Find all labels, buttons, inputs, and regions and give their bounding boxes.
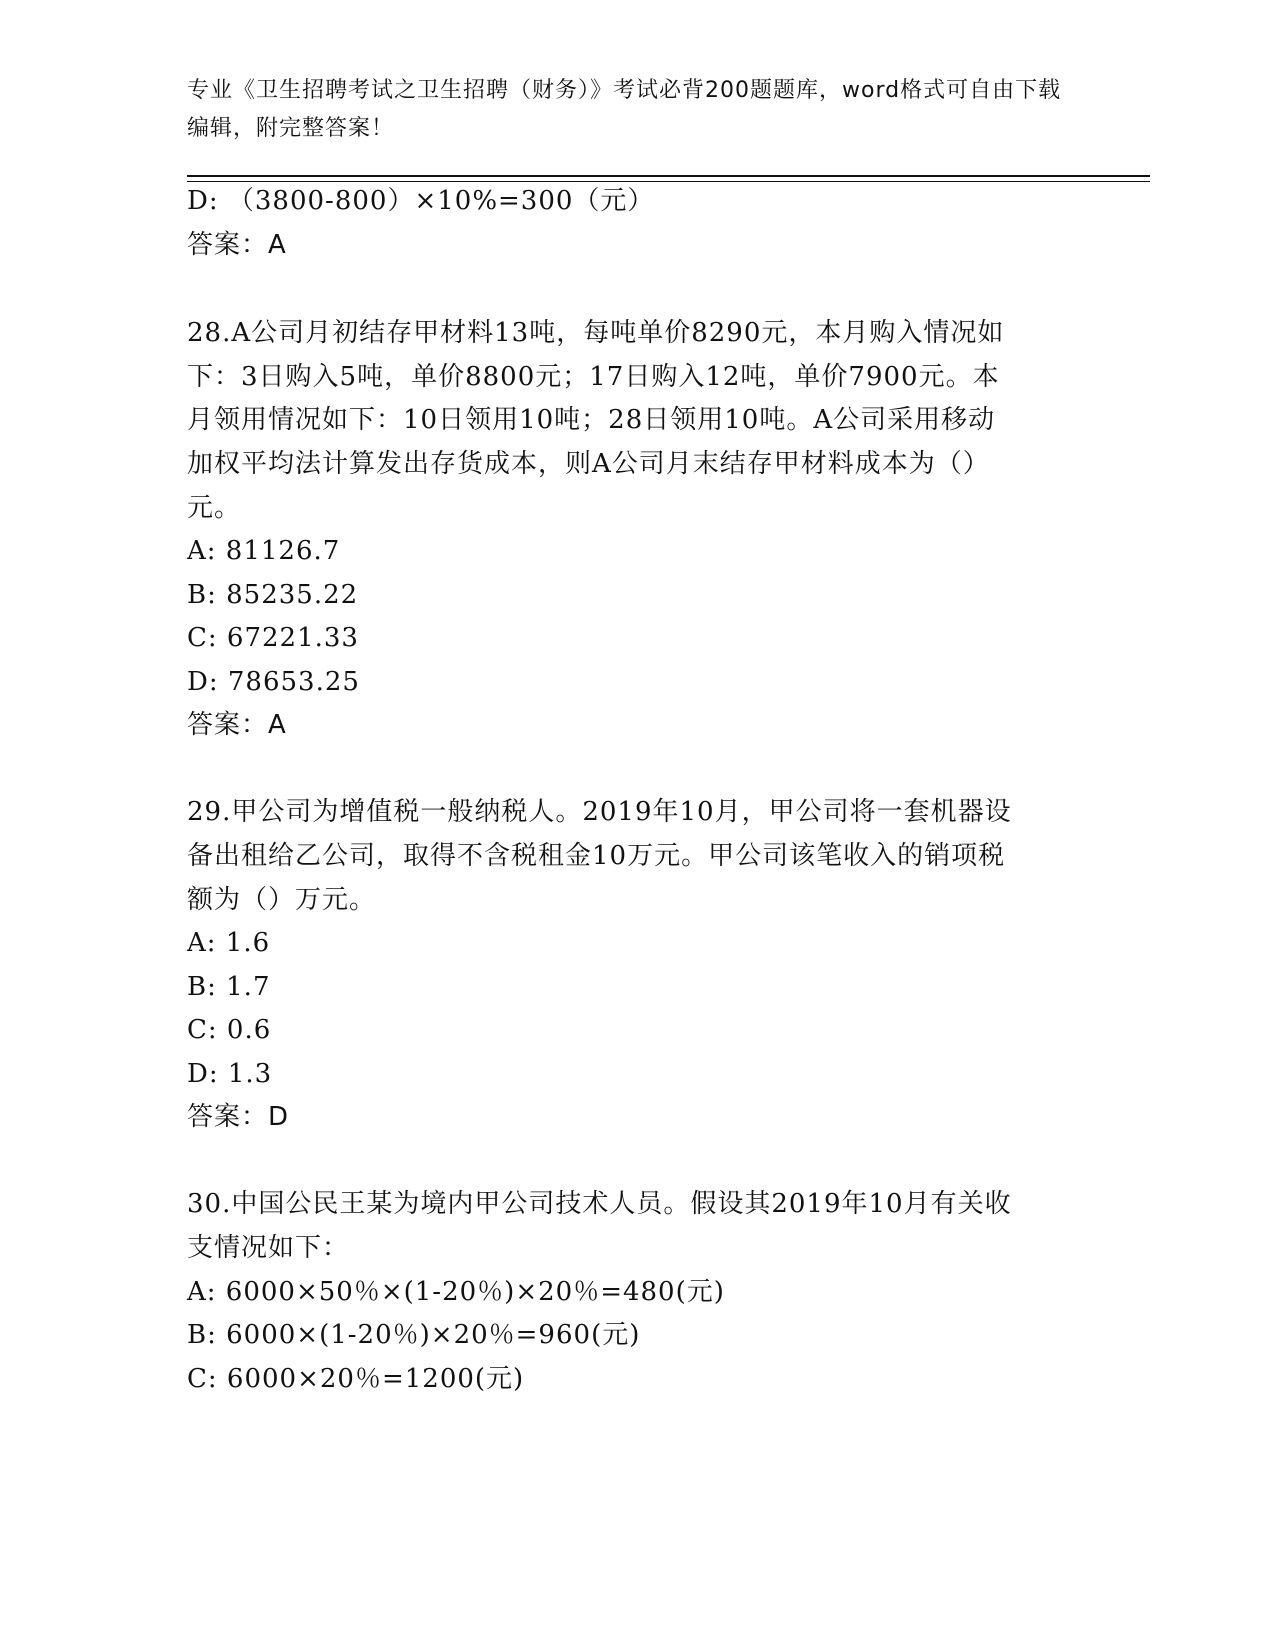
question-28-line: 月领用情况如下：10日领用10吨；28日领用10吨。A公司采用移动 [187, 405, 996, 435]
option-line: D: 1.3 [187, 1059, 273, 1089]
header-divider-thin [187, 181, 1150, 182]
document-header: 专业《卫生招聘考试之卫生招聘（财务）》考试必背200题题库，word格式可自由下载编辑，附完整答案！ [187, 78, 1062, 141]
question-28-line: 下：3日购入5吨，单价8800元；17日购入12吨，单价7900元。本 [187, 362, 1000, 392]
option-line: B: 85235.22 [187, 580, 359, 610]
question-28-line: 元。 [187, 493, 242, 523]
option-line: C: 0.6 [187, 1015, 272, 1045]
answer-line: 答案：A [187, 710, 287, 740]
option-line: A: 81126.7 [187, 536, 341, 566]
option-line: D: 78653.25 [187, 667, 360, 697]
question-28-line: 28.A公司月初结存甲材料13吨，每吨单价8290元，本月购入情况如 [187, 318, 1005, 348]
option-line: B: 1.7 [187, 972, 271, 1002]
header-divider-thick [187, 175, 1150, 177]
question-29-line: 额为（）万元。 [187, 885, 377, 915]
option-line: B: 6000×(1-20％)×20％=960(元) [187, 1320, 641, 1350]
question-30-line: 30.中国公民王某为境内甲公司技术人员。假设其2019年10月有关收 [187, 1189, 1012, 1219]
question-29-line: 29.甲公司为增值税一般纳税人。2019年10月，甲公司将一套机器设 [187, 797, 1012, 827]
option-line: C: 6000×20％=1200(元) [187, 1364, 525, 1394]
option-line: A: 6000×50％×(1-20％)×20％=480(元) [187, 1277, 725, 1307]
question-30-line: 支情况如下： [187, 1233, 350, 1263]
question-29-line: 备出租给乙公司，取得不含税租金10万元。甲公司该笔收入的销项税 [187, 841, 1006, 871]
option-line: D: （3800-800）×10%=300（元） [187, 186, 655, 216]
answer-line: 答案：D [187, 1102, 290, 1132]
option-line: A: 1.6 [187, 928, 271, 958]
question-28-line: 加权平均法计算发出存货成本，则A公司月末结存甲材料成本为（） [187, 449, 990, 479]
option-line: C: 67221.33 [187, 623, 359, 653]
answer-line: 答案：A [187, 230, 287, 260]
